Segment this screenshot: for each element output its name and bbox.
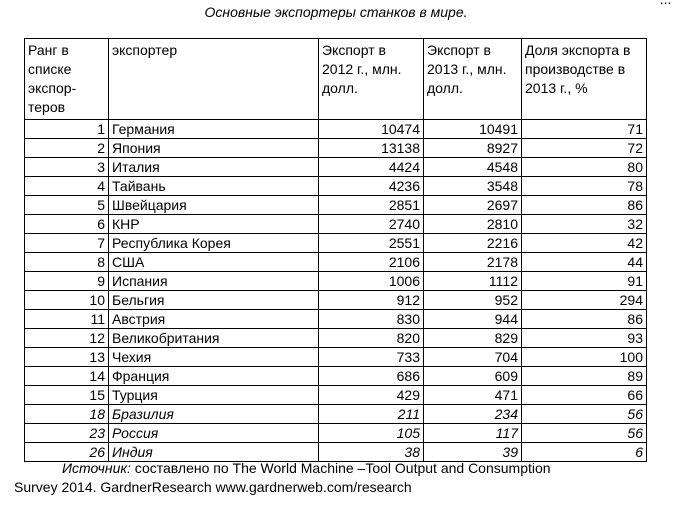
rank-cell: 26 — [25, 443, 109, 462]
table-row — [25, 291, 647, 310]
export-2013-cell: 1112 — [424, 272, 522, 291]
export-2013-cell: 471 — [424, 386, 522, 405]
export-2013-cell: 829 — [424, 329, 522, 348]
export-share-cell: 91 — [522, 272, 647, 291]
country-cell: Германия — [109, 120, 319, 139]
rank-cell: 6 — [25, 215, 109, 234]
table-row — [25, 234, 647, 253]
export-share-cell: 89 — [522, 367, 647, 386]
table-title: Основные экспортеры станков в мире. — [204, 4, 468, 20]
export-share-cell: 78 — [522, 177, 647, 196]
export-2013-cell: 117 — [424, 424, 522, 443]
table-row — [25, 272, 647, 291]
export-2012-cell: 1006 — [319, 272, 424, 291]
rank-cell: 9 — [25, 272, 109, 291]
table-row — [25, 329, 647, 348]
country-cell: Бельгия — [109, 291, 319, 310]
rank-cell: 5 — [25, 196, 109, 215]
export-2012-cell: 2740 — [319, 215, 424, 234]
header-export-2012: Экспорт в 2012 г., млн. долл. — [319, 39, 424, 120]
export-2012-cell: 13138 — [319, 139, 424, 158]
table-row — [25, 139, 647, 158]
export-2012-cell: 2851 — [319, 196, 424, 215]
country-cell: США — [109, 253, 319, 272]
export-share-cell: 6 — [522, 443, 647, 462]
export-2012-cell: 2106 — [319, 253, 424, 272]
rank-cell: 12 — [25, 329, 109, 348]
rank-cell: 1 — [25, 120, 109, 139]
export-2012-cell: 830 — [319, 310, 424, 329]
table-row — [25, 348, 647, 367]
export-2013-cell: 3548 — [424, 177, 522, 196]
export-share-cell: 80 — [522, 158, 647, 177]
header-exporter: экспортер — [109, 39, 319, 120]
table-row — [25, 386, 647, 405]
export-2012-cell: 4236 — [319, 177, 424, 196]
table-body — [25, 120, 647, 462]
rank-cell: 15 — [25, 386, 109, 405]
source-text-1: составлено по The World Machine –Tool Output and Consumption — [130, 460, 551, 476]
export-2013-cell: 944 — [424, 310, 522, 329]
export-share-cell: 71 — [522, 120, 647, 139]
table-row — [25, 177, 647, 196]
export-share-cell: 32 — [522, 215, 647, 234]
table-row — [25, 215, 647, 234]
exporters-table — [24, 38, 647, 462]
export-2013-cell: 4548 — [424, 158, 522, 177]
table-header-row — [25, 39, 647, 120]
export-share-cell: 44 — [522, 253, 647, 272]
export-2012-cell: 2551 — [319, 234, 424, 253]
rank-cell: 10 — [25, 291, 109, 310]
export-share-cell: 56 — [522, 405, 647, 424]
country-cell: КНР — [109, 215, 319, 234]
table-row — [25, 405, 647, 424]
country-cell: Республика Корея — [109, 234, 319, 253]
rank-cell: 4 — [25, 177, 109, 196]
export-2012-cell: 38 — [319, 443, 424, 462]
export-2013-cell: 704 — [424, 348, 522, 367]
source-line-2: Survey 2014. GardnerResearch www.gardnerweb.com/research — [14, 479, 412, 495]
export-share-cell: 294 — [522, 291, 647, 310]
country-cell: Бразилия — [109, 405, 319, 424]
rank-cell: 11 — [25, 310, 109, 329]
rank-cell: 13 — [25, 348, 109, 367]
country-cell: Россия — [109, 424, 319, 443]
country-cell: Великобритания — [109, 329, 319, 348]
export-2013-cell: 952 — [424, 291, 522, 310]
export-2012-cell: 211 — [319, 405, 424, 424]
export-2013-cell: 2810 — [424, 215, 522, 234]
table-row — [25, 120, 647, 139]
rank-cell: 8 — [25, 253, 109, 272]
export-2013-cell: 2216 — [424, 234, 522, 253]
export-2013-cell: 39 — [424, 443, 522, 462]
table-row — [25, 158, 647, 177]
export-share-cell: 72 — [522, 139, 647, 158]
export-2012-cell: 105 — [319, 424, 424, 443]
export-share-cell: 56 — [522, 424, 647, 443]
export-2012-cell: 4424 — [319, 158, 424, 177]
country-cell: Чехия — [109, 348, 319, 367]
export-2012-cell: 733 — [319, 348, 424, 367]
table-row — [25, 196, 647, 215]
source-note — [14, 459, 674, 497]
export-share-cell: 93 — [522, 329, 647, 348]
export-2013-cell: 234 — [424, 405, 522, 424]
country-cell: Швейцария — [109, 196, 319, 215]
header-export-2013: Экспорт в 2013 г., млн. долл. — [424, 39, 522, 120]
country-cell: Турция — [109, 386, 319, 405]
rank-cell: 14 — [25, 367, 109, 386]
source-line-1 — [14, 459, 674, 478]
export-2012-cell: 429 — [319, 386, 424, 405]
table-row — [25, 424, 647, 443]
rank-cell: 2 — [25, 139, 109, 158]
table-row — [25, 367, 647, 386]
export-share-cell: 100 — [522, 348, 647, 367]
country-cell: Испания — [109, 272, 319, 291]
export-share-cell: 66 — [522, 386, 647, 405]
export-2012-cell: 10474 — [319, 120, 424, 139]
country-cell: Австрия — [109, 310, 319, 329]
country-cell: Италия — [109, 158, 319, 177]
export-share-cell: 42 — [522, 234, 647, 253]
country-cell: Индия — [109, 443, 319, 462]
table-row — [25, 253, 647, 272]
export-2012-cell: 686 — [319, 367, 424, 386]
export-share-cell: 86 — [522, 196, 647, 215]
rank-cell: 3 — [25, 158, 109, 177]
export-2012-cell: 912 — [319, 291, 424, 310]
export-2013-cell: 8927 — [424, 139, 522, 158]
rank-cell: 18 — [25, 405, 109, 424]
rank-cell: 7 — [25, 234, 109, 253]
export-2012-cell: 820 — [319, 329, 424, 348]
export-share-cell: 86 — [522, 310, 647, 329]
country-cell: Япония — [109, 139, 319, 158]
export-2013-cell: 2697 — [424, 196, 522, 215]
rank-cell: 23 — [25, 424, 109, 443]
export-2013-cell: 10491 — [424, 120, 522, 139]
export-2013-cell: 2178 — [424, 253, 522, 272]
country-cell: Франция — [109, 367, 319, 386]
table-row — [25, 310, 647, 329]
header-export-share: Доля экспорта в производстве в 2013 г., % — [522, 39, 647, 120]
source-label: Источник: — [62, 460, 131, 476]
export-2013-cell: 609 — [424, 367, 522, 386]
header-rank: Ранг в списке экспор-теров — [25, 39, 109, 120]
country-cell: Тайвань — [109, 177, 319, 196]
